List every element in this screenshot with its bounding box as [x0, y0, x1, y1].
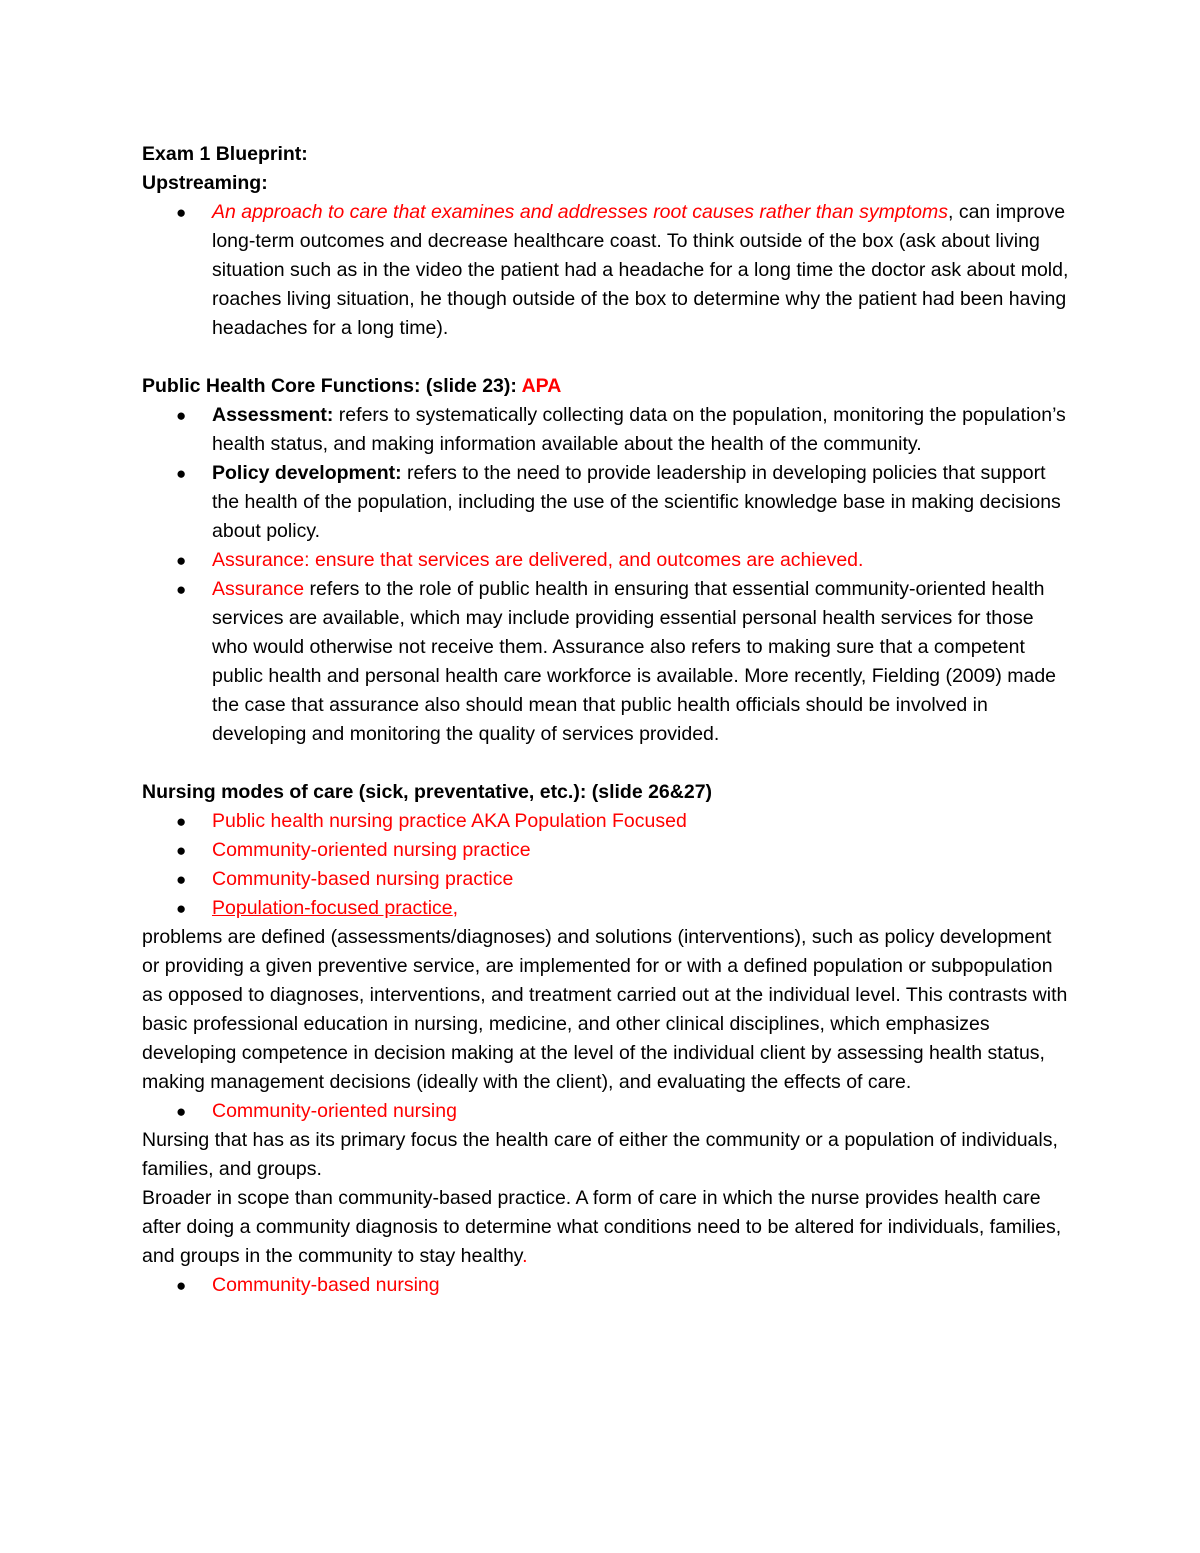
document-page [142, 140, 1072, 1300]
bullet-icon: ● [176, 406, 187, 425]
assurance-summary: Assurance: ensure that services are delivered, and outcomes are achieved. [212, 549, 864, 571]
nursing-modes-heading: Nursing modes of care (sick, preventative, etc.): (slide 26&27) [142, 781, 713, 803]
list-item [142, 1097, 1072, 1126]
assurance-label: Assurance [212, 578, 305, 600]
document-title: Exam 1 Blueprint: [142, 143, 308, 165]
bullet-icon: ● [176, 870, 187, 889]
list-item [142, 575, 1072, 749]
list-item [142, 894, 1072, 923]
spacer [142, 343, 1072, 372]
community-oriented-list [142, 1097, 1072, 1126]
upstreaming-list [142, 198, 1072, 343]
spacer [142, 749, 1072, 778]
nursing-mode-item: Public health nursing practice AKA Population Focused [212, 810, 687, 832]
bullet-icon: ● [176, 812, 187, 831]
list-item [142, 836, 1072, 865]
public-health-heading-text: Public Health Core Functions: (slide 23): [142, 375, 522, 397]
list-item [142, 865, 1072, 894]
community-oriented-paragraph-2-text: Broader in scope than community-based practice. A form of care in which the nurse provides health care after doing a community diagnosis to determine what conditions need to be altered for individuals, families, and groups in the community to stay healthy [142, 1187, 1062, 1267]
population-focused-label: Population-focused practice [212, 897, 453, 919]
bullet-icon: ● [176, 580, 187, 599]
bullet-icon: ● [176, 1276, 187, 1295]
list-item [142, 198, 1072, 343]
upstreaming-heading: Upstreaming: [142, 172, 268, 194]
list-item [142, 1271, 1072, 1300]
comma: , [947, 201, 954, 223]
community-oriented-label: Community-oriented nursing [212, 1100, 457, 1122]
bullet-icon: ● [176, 841, 187, 860]
public-health-list [142, 401, 1072, 749]
bullet-icon: ● [176, 1102, 187, 1121]
nursing-modes-list [142, 807, 1072, 923]
list-item [142, 459, 1072, 546]
nursing-mode-item: Community-oriented nursing practice [212, 839, 531, 861]
assurance-text: refers to the role of public health in ensuring that essential community-oriented health services are available, which may include providing essential personal health services for those who would otherwise not receive them. Assurance also refers to making sure that a competent public health and personal health care workforce is available. More recently, Fielding (2009) made the case that assurance also should mean that public health officials should be involved in developing and monitoring the quality of services provided. [212, 578, 1057, 745]
bullet-icon: ● [176, 899, 187, 918]
population-focused-paragraph: problems are defined (assessments/diagnoses) and solutions (interventions), such as policy development or providing a given preventive service, are implemented for or with a defined population or subpopulation as opposed to diagnoses, interventions, and treatment carried out at the individual level. This contrasts with basic professional education in nursing, medicine, and other clinical disciplines, which emphasizes developing competence in decision making at the level of the individual client by assessing health status, making management decisions (ideally with the client), and evaluating the effects of care. [142, 926, 1068, 1093]
bullet-icon: ● [176, 203, 187, 222]
nursing-mode-item: Community-based nursing practice [212, 868, 514, 890]
assessment-text: refers to systematically collecting data on the population, monitoring the population’s health status, and making information available about the health of the community. [212, 404, 1066, 455]
list-item [142, 401, 1072, 459]
comma: , [452, 897, 459, 919]
policy-development-text: refers to the need to provide leadership in developing policies that support the health of the population, including the use of the scientific knowledge base in making decisions about policy. [212, 462, 1061, 542]
upstreaming-definition: An approach to care that examines and addresses root causes rather than symptoms [212, 201, 948, 223]
community-based-label: Community-based nursing [212, 1274, 440, 1296]
community-oriented-paragraph-1: Nursing that has as its primary focus the health care of either the community or a population of individuals, families, and groups. [142, 1129, 1058, 1180]
apa-label: APA [521, 375, 562, 397]
period: . [522, 1245, 528, 1267]
community-oriented-paragraph-2 [142, 1184, 1072, 1271]
bullet-icon: ● [176, 551, 187, 570]
list-item [142, 546, 1072, 575]
list-item [142, 807, 1072, 836]
bullet-icon: ● [176, 464, 187, 483]
assessment-label: Assessment: [212, 404, 334, 426]
public-health-heading [142, 372, 1072, 401]
community-based-list [142, 1271, 1072, 1300]
policy-development-label: Policy development: [212, 462, 402, 484]
upstreaming-explanation: can improve long-term outcomes and decrease healthcare coast. To think outside of the box (ask about living situation such as in the video the patient had a headache for a long time the doctor ask about mold, roaches living situation, he though outside of the box to determine why the patient had been having headaches for a long time). [212, 201, 1069, 339]
